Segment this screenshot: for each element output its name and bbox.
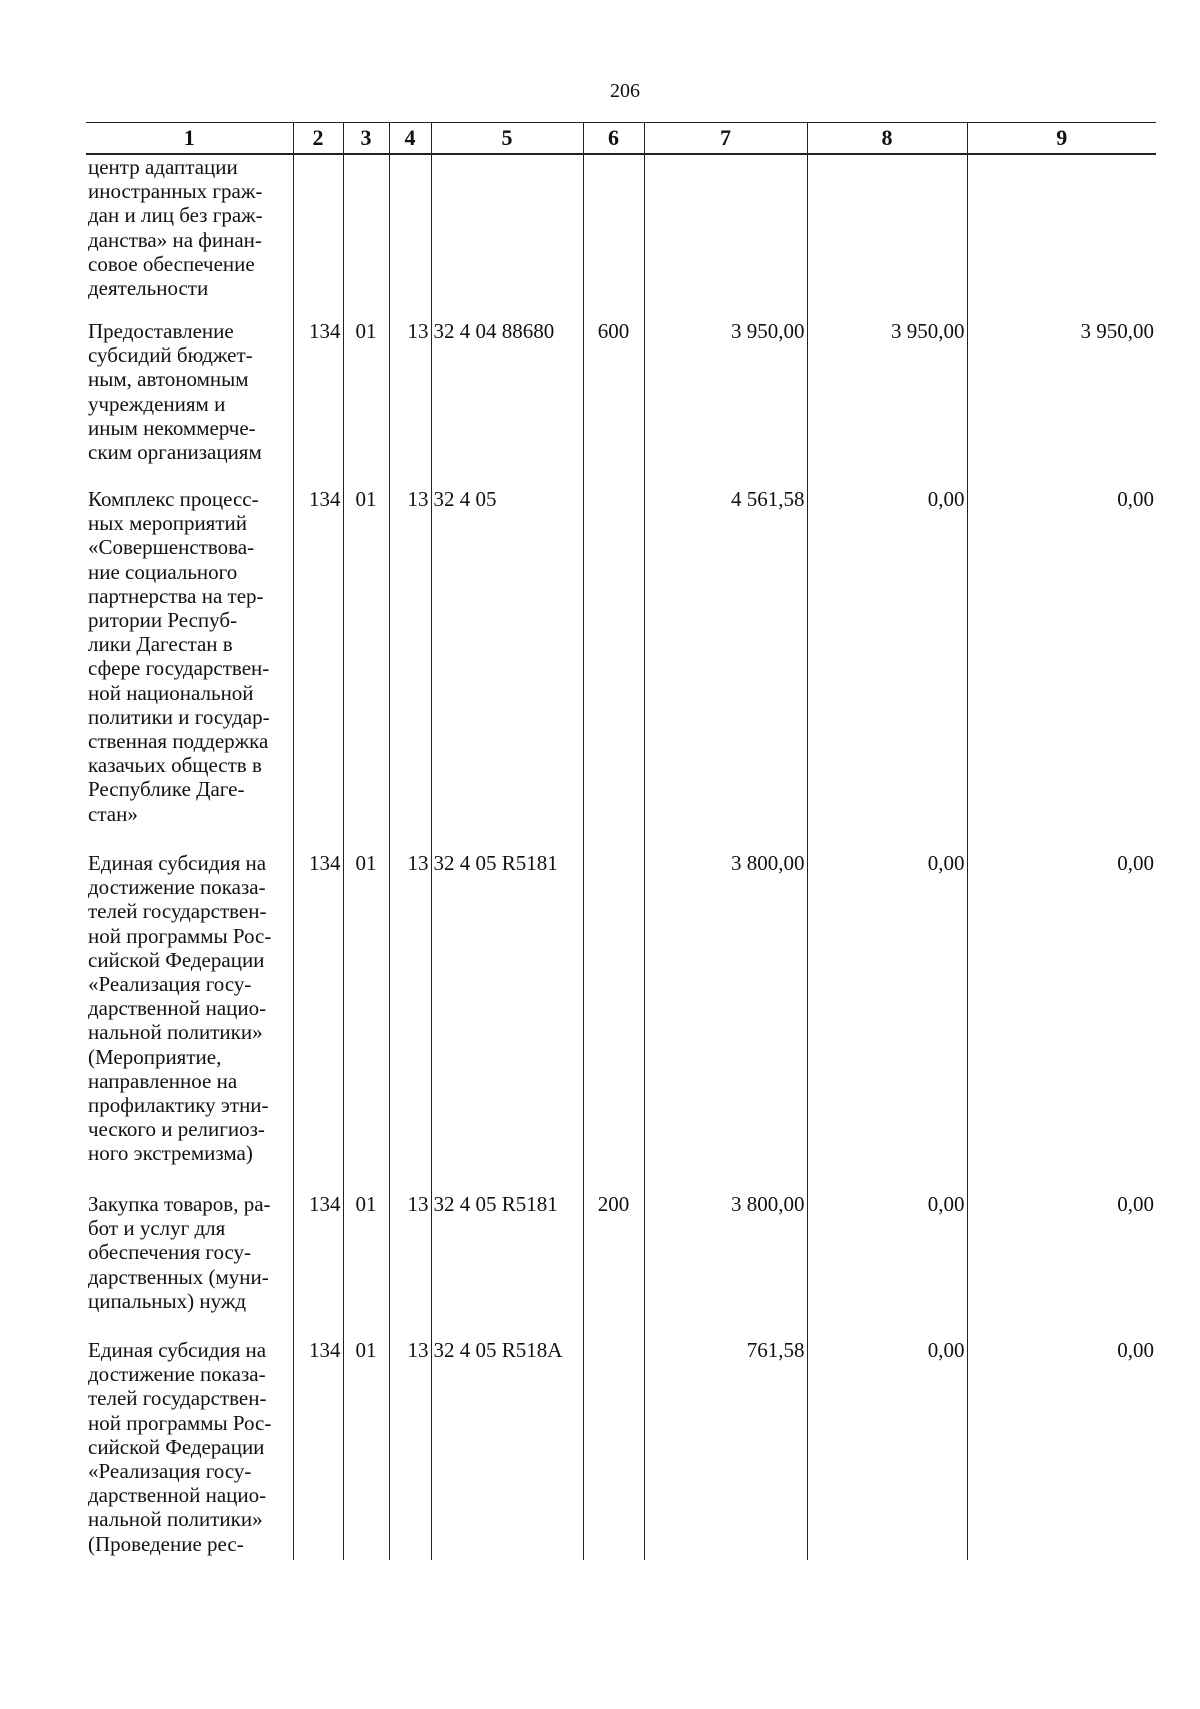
- page-number: 206: [610, 80, 640, 102]
- cell-c4: 13: [389, 319, 431, 487]
- cell-c6: [583, 487, 644, 851]
- cell-c4: 13: [389, 851, 431, 1192]
- cell-c8: 0,00: [807, 487, 967, 851]
- cell-c6: 200: [583, 1192, 644, 1338]
- cell-c7: 3 950,00: [644, 319, 807, 487]
- cell-c2: 134: [293, 851, 343, 1192]
- cell-c5: [431, 154, 583, 319]
- cell-c2: 134: [293, 319, 343, 487]
- column-header: 5: [431, 123, 583, 155]
- cell-c3: [343, 154, 389, 319]
- cell-c8: 0,00: [807, 1338, 967, 1560]
- cell-c9: [967, 154, 1156, 319]
- cell-c3: 01: [343, 851, 389, 1192]
- column-header: 2: [293, 123, 343, 155]
- cell-c5: 32 4 05 R5181: [431, 851, 583, 1192]
- cell-c2: 134: [293, 487, 343, 851]
- row-name: Единая субсидия на достижение показа- телей государствен- ной программы Рос- сийской Федерации «Реализация госу- дарственной нацио- нальной политики» (Мероприятие, направленное на профилактику этни- ческого и религиоз- ного экстремизма): [88, 851, 272, 1166]
- table-row: [86, 487, 1156, 851]
- budget-table: [86, 122, 1156, 1560]
- cell-c4: 13: [389, 1192, 431, 1338]
- cell-c9: 0,00: [967, 1192, 1156, 1338]
- cell-c6: [583, 1338, 644, 1560]
- cell-c6: [583, 154, 644, 319]
- cell-c9: 0,00: [967, 487, 1156, 851]
- row-name: Закупка товаров, ра- бот и услуг для обеспечения госу- дарственных (муни- ципальных) нужд: [88, 1192, 271, 1313]
- row-name: Единая субсидия на достижение показа- телей государствен- ной программы Рос- сийской Федерации «Реализация госу- дарственной нацио- нальной политики» (Проведение рес-: [88, 1338, 272, 1556]
- header-row: [86, 123, 1156, 155]
- cell-c4: [389, 154, 431, 319]
- cell-c8: 0,00: [807, 1192, 967, 1338]
- cell-c2: [293, 154, 343, 319]
- table-row: [86, 1338, 1156, 1560]
- cell-c7: 4 561,58: [644, 487, 807, 851]
- column-header: 9: [967, 123, 1156, 155]
- cell-c2: 134: [293, 1192, 343, 1338]
- cell-c5: 32 4 05: [431, 487, 583, 851]
- table-row: [86, 851, 1156, 1192]
- cell-c5: 32 4 05 R518A: [431, 1338, 583, 1560]
- cell-c6: [583, 851, 644, 1192]
- row-name: центр адаптации иностранных граж- дан и лиц без граж- данства» на финан- совое обеспечение деятельности: [88, 155, 263, 301]
- budget-table-wrapper: [86, 122, 1156, 1560]
- cell-c9: 0,00: [967, 851, 1156, 1192]
- cell-c3: 01: [343, 487, 389, 851]
- column-header: 7: [644, 123, 807, 155]
- column-header: 3: [343, 123, 389, 155]
- cell-c5: 32 4 05 R5181: [431, 1192, 583, 1338]
- cell-c4: 13: [389, 487, 431, 851]
- cell-c7: 3 800,00: [644, 1192, 807, 1338]
- cell-c4: 13: [389, 1338, 431, 1560]
- cell-c2: 134: [293, 1338, 343, 1560]
- table-row: [86, 1192, 1156, 1338]
- cell-c7: 761,58: [644, 1338, 807, 1560]
- table-row: [86, 154, 1156, 319]
- column-header: 6: [583, 123, 644, 155]
- table-row: [86, 319, 1156, 487]
- cell-c3: 01: [343, 319, 389, 487]
- cell-c7: [644, 154, 807, 319]
- cell-c8: 0,00: [807, 851, 967, 1192]
- column-header: 1: [86, 123, 293, 155]
- cell-c5: 32 4 04 88680: [431, 319, 583, 487]
- column-header: 4: [389, 123, 431, 155]
- row-name: Комплекс процесс- ных мероприятий «Совершенствова- ние социального партнерства на тер- ритории Респуб- лики Дагестан в сфере государствен- ной национальной политики и государ- ственная поддержка казачьих обществ в Республике Даге- стан»: [88, 487, 270, 826]
- cell-c9: 3 950,00: [967, 319, 1156, 487]
- cell-c9: 0,00: [967, 1338, 1156, 1560]
- cell-c3: 01: [343, 1192, 389, 1338]
- column-header: 8: [807, 123, 967, 155]
- cell-c7: 3 800,00: [644, 851, 807, 1192]
- cell-c8: [807, 154, 967, 319]
- row-name: Предоставление субсидий бюджет- ным, автономным учреждениям и иным некоммерче- ским организациям: [88, 319, 262, 465]
- cell-c8: 3 950,00: [807, 319, 967, 487]
- cell-c6: 600: [583, 319, 644, 487]
- cell-c3: 01: [343, 1338, 389, 1560]
